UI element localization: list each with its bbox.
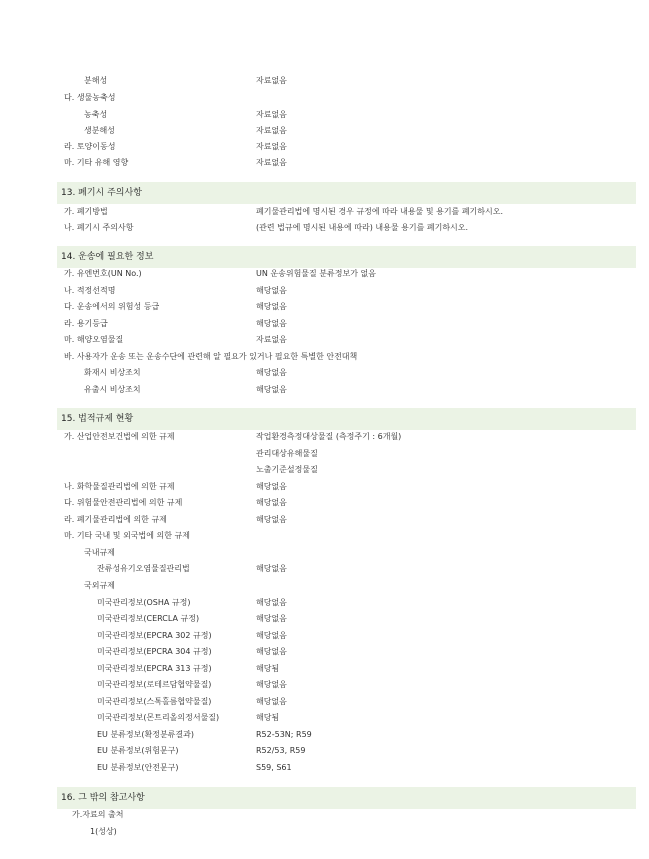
section-title: 16. 그 밖의 참고사항 xyxy=(61,793,145,803)
row-label: 미국관리정보(로테르담협약물질) xyxy=(97,680,212,689)
row-label: 미국관리정보(CERCLA 규정) xyxy=(97,614,200,623)
row-label: 마. 기타 유해 영향 xyxy=(64,158,129,167)
row-hazard-class xyxy=(0,299,649,315)
row-epcra-304 xyxy=(0,644,649,660)
row-value: R52/53, R59 xyxy=(256,746,306,755)
row-value: 해당없음 xyxy=(256,368,287,377)
row-label: 미국관리정보(EPCRA 304 규정) xyxy=(97,647,212,656)
row-value: 자료없음 xyxy=(256,110,287,119)
row-label: EU 분류정보(확정분류결과) xyxy=(97,730,194,739)
row-special-precautions xyxy=(0,349,649,365)
row-label: 미국관리정보(EPCRA 313 규정) xyxy=(97,664,212,673)
row-chemical-management xyxy=(0,479,649,495)
row-packing-group xyxy=(0,316,649,332)
row-label: 나. 화학물질관리법에 의한 규제 xyxy=(64,482,175,491)
row-pollutant-act xyxy=(0,561,649,577)
row-epcra-313 xyxy=(0,661,649,677)
row-label: 화재시 비상조치 xyxy=(84,368,141,377)
row-label: 가.자료의 출처 xyxy=(72,810,124,819)
row-label: 라. 토양이동성 xyxy=(64,142,116,151)
row-label: 가. 폐기방법 xyxy=(64,207,108,216)
row-value: 해당없음 xyxy=(256,598,287,607)
row-dangerous-goods xyxy=(0,495,649,511)
row-value: 해당없음 xyxy=(256,564,287,573)
row-value: 해당없음 xyxy=(256,515,287,524)
row-enrichment xyxy=(0,107,649,123)
row-value: 해당됨 xyxy=(256,713,280,722)
row-label: 다. 위험물안전관리법에 의한 규제 xyxy=(64,498,183,507)
row-eu-risk-phrases xyxy=(0,743,649,759)
row-label: 나. 적정선적명 xyxy=(64,286,116,295)
row-label: 가. 유엔번호(UN No.) xyxy=(64,269,142,278)
row-label: 바. 사용자가 운송 또는 운송수단에 관련해 알 필요가 있거나 필요한 특별한 안전대책 xyxy=(64,352,358,361)
row-label: 미국관리정보(OSHA 규정) xyxy=(97,598,191,607)
row-value: 해당없음 xyxy=(256,614,287,623)
row-item-1 xyxy=(0,824,649,840)
row-disposal-method xyxy=(0,204,649,220)
row-label: 미국관리정보(몬트리올의정서물질) xyxy=(97,713,220,722)
row-industrial-safety-cont xyxy=(0,462,649,478)
row-un-number xyxy=(0,266,649,282)
row-label: 잔류성유기오염물질관리법 xyxy=(97,564,190,573)
row-value: 폐기물관리법에 명시된 경우 규정에 따라 내용물 및 용기를 폐기하시오. xyxy=(256,207,503,216)
row-label: 마. 기타 국내 및 외국법에 의한 규제 xyxy=(64,531,190,540)
row-eu-safety-phrases xyxy=(0,760,649,776)
row-label: 국내규제 xyxy=(84,548,115,557)
row-value: 해당없음 xyxy=(256,482,287,491)
row-label: 나. 폐기시 주의사항 xyxy=(64,223,134,232)
row-label: 라. 폐기물관리법에 의한 규제 xyxy=(64,515,167,524)
section-header-15 xyxy=(57,408,636,430)
row-value: 해당없음 xyxy=(256,498,287,507)
row-value: 작업환경측정대상물질 (측정주기 : 6개월) xyxy=(256,432,402,441)
row-label: 미국관리정보(스톡홀름협약물질) xyxy=(97,697,212,706)
row-label: EU 분류정보(안전문구) xyxy=(97,763,179,772)
row-marine-pollutant xyxy=(0,332,649,348)
section-header-16 xyxy=(57,787,636,809)
row-fire-emergency xyxy=(0,365,649,381)
row-label: 미국관리정보(EPCRA 302 규정) xyxy=(97,631,212,640)
row-value: 자료없음 xyxy=(256,76,287,85)
row-label: 다. 생물농축성 xyxy=(64,93,116,102)
section-title: 15. 법적규제 현황 xyxy=(61,414,134,424)
row-disposal-caution xyxy=(0,220,649,236)
row-value: R52-53N; R59 xyxy=(256,730,312,739)
section-title: 13. 폐기시 주의사항 xyxy=(61,188,142,198)
row-label: 마. 해양오염물질 xyxy=(64,335,124,344)
row-value: 해당없음 xyxy=(256,680,287,689)
row-value: 노출기준설정물질 xyxy=(256,465,318,474)
row-soil-mobility xyxy=(0,139,649,155)
section-title: 14. 운송에 필요한 정보 xyxy=(61,252,154,262)
row-value: 자료없음 xyxy=(256,335,287,344)
row-value: 자료없음 xyxy=(256,142,287,151)
row-value: 해당없음 xyxy=(256,302,287,311)
row-value: 해당없음 xyxy=(256,286,287,295)
row-osha xyxy=(0,595,649,611)
row-value: 해당없음 xyxy=(256,319,287,328)
row-rotterdam xyxy=(0,677,649,693)
row-epcra-302 xyxy=(0,628,649,644)
row-label: 생분해성 xyxy=(84,126,115,135)
row-label: 라. 용기등급 xyxy=(64,319,108,328)
row-domestic xyxy=(0,545,649,561)
row-label: 다. 운송에서의 위험성 등급 xyxy=(64,302,160,311)
row-value: S59, S61 xyxy=(256,763,292,772)
row-value: 해당없음 xyxy=(256,631,287,640)
row-industrial-safety-cont xyxy=(0,446,649,462)
row-other-effects xyxy=(0,155,649,171)
row-value: 해당없음 xyxy=(256,385,287,394)
section-header-14 xyxy=(57,246,636,268)
row-value: 해당없음 xyxy=(256,647,287,656)
row-stockholm xyxy=(0,694,649,710)
row-shipping-name xyxy=(0,283,649,299)
row-value: 자료없음 xyxy=(256,126,287,135)
row-value: 자료없음 xyxy=(256,158,287,167)
section-header-13 xyxy=(57,182,636,204)
row-spill-emergency xyxy=(0,382,649,398)
row-cercla xyxy=(0,611,649,627)
row-label: 유출시 비상조치 xyxy=(84,385,141,394)
row-montreal xyxy=(0,710,649,726)
row-biodegradability xyxy=(0,123,649,139)
row-label: 분해성 xyxy=(84,76,108,85)
row-bioaccumulation xyxy=(0,90,649,106)
row-value: 해당됨 xyxy=(256,664,280,673)
row-data-source xyxy=(0,807,649,823)
row-foreign xyxy=(0,578,649,594)
row-label: 가. 산업안전보건법에 의한 규제 xyxy=(64,432,175,441)
row-label: 1(성상) xyxy=(90,827,117,836)
row-value: (관련 법규에 명시된 내용에 따라) 내용물 용기를 폐기하시오. xyxy=(256,223,469,232)
row-industrial-safety xyxy=(0,429,649,445)
row-other-regulations xyxy=(0,528,649,544)
row-value: 해당없음 xyxy=(256,697,287,706)
row-eu-classification xyxy=(0,727,649,743)
row-degradability xyxy=(0,73,649,89)
row-value: UN 운송위험물질 분류정보가 없음 xyxy=(256,269,376,278)
row-label: 농축성 xyxy=(84,110,108,119)
row-label: EU 분류정보(위험문구) xyxy=(97,746,179,755)
row-waste-management xyxy=(0,512,649,528)
row-label: 국외규제 xyxy=(84,581,115,590)
row-value: 관리대상유해물질 xyxy=(256,449,318,458)
